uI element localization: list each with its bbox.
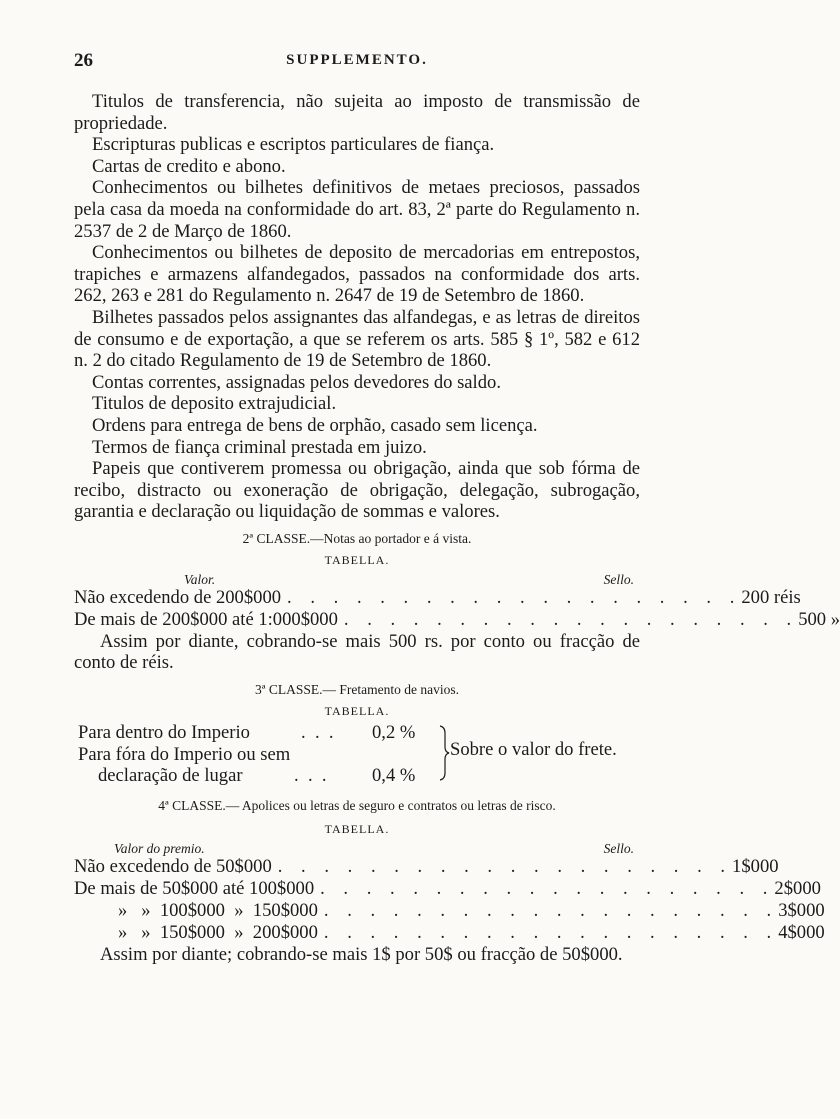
class4-column-headers <box>74 838 640 856</box>
class3-line3-label: declaração de lugar <box>98 765 243 787</box>
list-item: Escripturas publicas e escriptos particulares de fiança. <box>92 134 495 156</box>
leader-dots: . . . . . . . . . . . . . . . . . . . . <box>277 856 733 878</box>
class4-col-stamp: Sello. <box>603 841 634 857</box>
row-value: 1$000 <box>732 856 779 878</box>
page-number: 26 <box>74 50 93 71</box>
row-label: De mais de 200$000 até 1:000$000 <box>74 608 338 630</box>
leader-dots: . . . . . . . . . . . . . . . . . . . . <box>343 608 799 630</box>
class3-line1-dots: . . . <box>301 722 334 744</box>
class2-col-value: Valor. <box>184 571 216 587</box>
row-value: 200 réis <box>741 586 801 608</box>
list-item: Papeis que contiverem promessa ou obrigação, ainda que sob fórma de recibo, distracto ou exoneração de obrigação, delegação, subrogação, garantia e declaração ou liquidação de sommas e valores. <box>74 458 640 523</box>
class2-column-headers <box>74 569 640 587</box>
document-body <box>74 91 840 966</box>
class2-note: Assim por diante, cobrando-se mais 500 rs. por conto ou fracção de conto de réis. <box>74 630 640 674</box>
row-label: Não excedendo de 200$000 <box>74 586 282 608</box>
row-value: 500 » <box>798 608 840 630</box>
table-row <box>74 922 825 944</box>
page-header <box>74 44 640 70</box>
class3-tabella-title: TABELLA. <box>324 704 390 719</box>
list-item: Contas correntes, assignadas pelos devedores do saldo. <box>92 371 501 393</box>
class3-line1-label: Para dentro do Imperio <box>78 722 250 744</box>
row-label: » » 150$000 » 200$000 <box>118 922 318 944</box>
class2-heading: 2ª CLASSE.—Notas ao portador e á vista. <box>242 530 472 546</box>
list-item: Conhecimentos ou bilhetes definitivos de metaes preciosos, passados pela casa da moeda na conformidade do art. 83, 2ª parte do Regulamento n. 2537 de 2 de Março de 1860. <box>74 177 640 242</box>
table-row <box>74 608 840 631</box>
class3-table <box>74 722 640 788</box>
row-label: » » 100$000 » 150$000 <box>118 900 318 922</box>
class4-tabella-title: TABELLA. <box>324 822 390 837</box>
class3-line3-dots: . . . <box>294 765 327 787</box>
class4-col-value: Valor do premio. <box>114 841 205 857</box>
brace-icon <box>439 725 449 781</box>
leader-dots: . . . . . . . . . . . . . . . . . . . . <box>320 878 775 900</box>
leader-dots: . . . . . . . . . . . . . . . . . . . . <box>323 900 779 922</box>
class3-line1-value: 0,2 % <box>372 722 416 744</box>
table-row <box>74 900 825 922</box>
running-title: SUPPLEMENTO. <box>286 52 428 68</box>
table-row <box>74 878 821 900</box>
class2-col-stamp: Sello. <box>603 571 634 587</box>
row-value: 2$000 <box>774 878 821 900</box>
class4-note: Assim por diante; cobrando-se mais 1$ por 50$ ou fracção de 50$000. <box>100 944 623 966</box>
leader-dots: . . . . . . . . . . . . . . . . . . . . <box>287 586 742 608</box>
leader-dots: . . . . . . . . . . . . . . . . . . . . <box>323 922 779 944</box>
table-row <box>74 586 801 609</box>
class4-heading: 4ª CLASSE.— Apolices ou letras de seguro e contratos ou letras de risco. <box>158 798 556 814</box>
list-item: Titulos de transferencia, não sujeita ao imposto de transmissão de propriedade. <box>74 91 640 134</box>
class3-heading: 3ª CLASSE.— Fretamento de navios. <box>255 682 459 698</box>
list-item: Titulos de deposito extrajudicial. <box>92 393 337 415</box>
page <box>74 44 840 966</box>
list-item: Termos de fiança criminal prestada em juizo. <box>92 436 427 458</box>
list-item: Ordens para entrega de bens de orphão, casado sem licença. <box>92 414 538 436</box>
list-item: Cartas de credito e abono. <box>92 155 286 177</box>
list-item: Bilhetes passados pelos assignantes das alfandegas, e as letras de direitos de consumo e de exportação, a que se referem os arts. 585 § 1º, 582 e 612 n. 2 do citado Regulamento de 19 de Setembro de 1860. <box>74 306 640 372</box>
class2-tabella-title: TABELLA. <box>324 552 390 567</box>
row-label: Não excedendo de 50$000 <box>74 856 272 878</box>
class3-line3-value: 0,4 % <box>372 765 416 787</box>
row-value: 4$000 <box>778 922 825 944</box>
class3-line2-label: Para fóra do Imperio ou sem <box>78 743 291 765</box>
class3-note: Sobre o valor do frete. <box>450 739 617 761</box>
row-label: De mais de 50$000 até 100$000 <box>74 878 315 900</box>
list-item: Conhecimentos ou bilhetes de deposito de mercadorias em entrepostos, trapiches e armazens alfandegados, passados na conformidade dos arts. 262, 263 e 281 do Regulamento n. 2647 de 19 de Setembro de 1860. <box>74 242 640 307</box>
row-value: 3$000 <box>778 900 825 922</box>
